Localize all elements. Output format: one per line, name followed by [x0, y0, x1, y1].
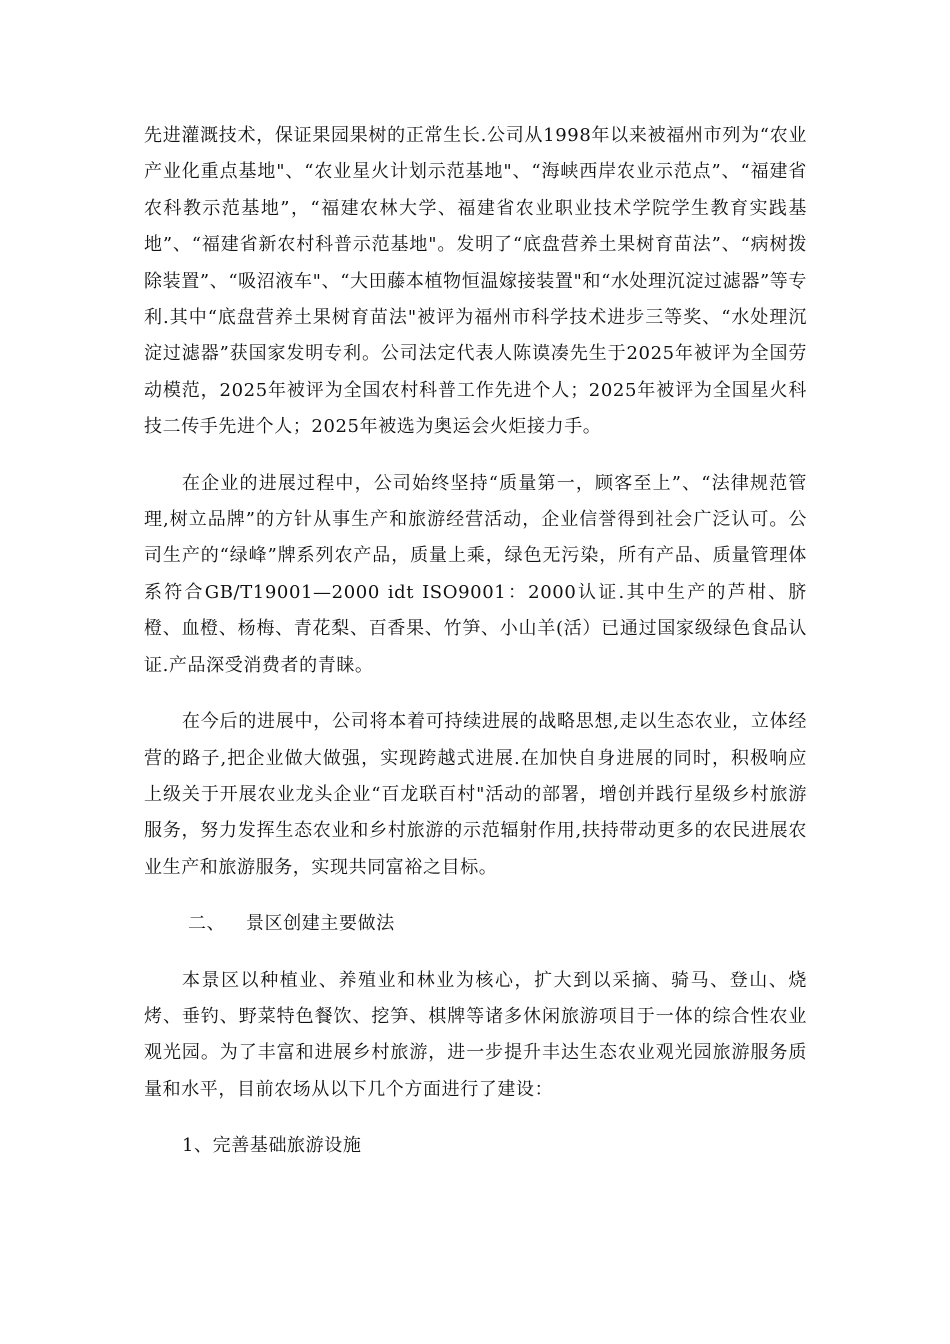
subheading-infrastructure: 1、完善基础旅游设施 — [182, 1135, 362, 1157]
document-page — [144, 118, 807, 1165]
paragraph-quality-policy: 在企业的进展过程中，公司始终坚持“质量第一，顾客至上”、“法律规范管理,树立品牌”的方针从事生产和旅游经营活动，企业信誉得到社会广泛认可。公司生产的“绿峰”牌系列农产品，质量上乘，绿色无污染，所有产品、质量管理体系符合GB/T19001—2000 idt ISO9001：2000认证.其中生产的芦柑、脐橙、血橙、杨梅、青花梨、百香果、竹笋、小山羊(活）已通过国家级绿色食品认证.产品深受消费者的青睐。 — [144, 472, 807, 676]
section-heading-number: 二、 — [188, 913, 226, 935]
paragraph-scenic-area: 本景区以种植业、养殖业和林业为核心，扩大到以采摘、骑马、登山、烧烤、垂钓、野菜特色餐饮、挖笋、棋牌等诸多休闲旅游项目于一体的综合性农业观光园。为了丰富和进展乡村旅游，进一步提升丰达生态农业观光园旅游服务质量和水平，目前农场从以下几个方面进行了建设： — [144, 969, 807, 1100]
paragraph-company-honors: 先进灌溉技术，保证果园果树的正常生长.公司从1998年以来被福州市列为“农业产业化重点基地"、“农业星火计划示范基地"、“海峡西岸农业示范点”、“福建省农科教示范基地”，“福建农林大学、福建省农业职业技术学院学生教育实践基地”、“福建省新农村科普示范基地"。发明了“底盘营养土果树育苗法”、“病树拨除装置”、“吸沼液车"、“大田藤本植物恒温嫁接装置"和“水处理沉淀过滤器”等专利.其中“底盘营养土果树育苗法"被评为福州市科学技术进步三等奖、“水处理沉淀过滤器”获国家发明专利。公司法定代表人陈谟凑先生于2025年被评为全国劳动模范，2025年被评为全国农村科普工作先进个人；2025年被评为全国星火科技二传手先进个人；2025年被选为奥运会火炬接力手。 — [144, 125, 807, 438]
section-heading — [144, 906, 807, 942]
paragraph-future-plan: 在今后的进展中，公司将本着可持续进展的战略思想,走以生态农业，立体经营的路子,把企业做大做强，实现跨越式进展.在加快自身进展的同时，积极响应上级关于开展农业龙头企业“百龙联百村"活动的部署，增创并践行星级乡村旅游服务，努力发挥生态农业和乡村旅游的示范辐射作用,扶持带动更多的农民进展农业生产和旅游服务，实现共同富裕之目标。 — [144, 711, 807, 878]
section-heading-title: 景区创建主要做法 — [246, 913, 395, 935]
